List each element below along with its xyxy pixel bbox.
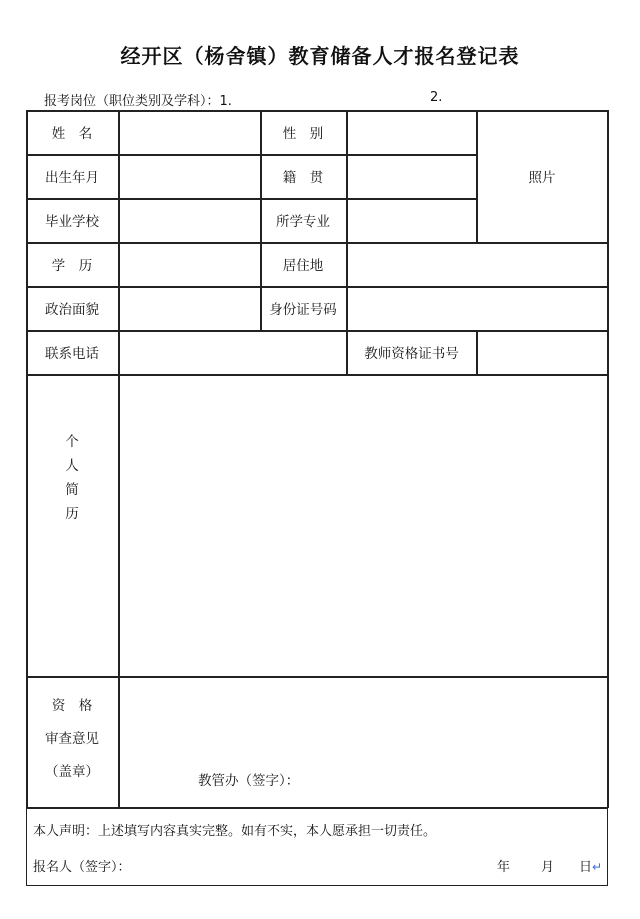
label-origin: 籍 贯 xyxy=(282,170,324,186)
label-id-number: 身份证号码 xyxy=(269,302,337,318)
declaration-text: 本人声明：上述填写内容真实完整。如有不实，本人愿承担一切责任。 xyxy=(33,824,437,839)
return-arrow-icon: ↵ xyxy=(592,860,603,874)
position-line-label: 报考岗位（职位类别及学科）：1. xyxy=(44,94,232,109)
declaration-block xyxy=(26,808,608,886)
teacher-cert-field[interactable] xyxy=(477,330,607,374)
education-field[interactable] xyxy=(119,242,260,286)
date-year-label: 年 xyxy=(497,860,511,875)
applicant-signature-label: 报名人（签字）： xyxy=(33,860,131,875)
gender-field[interactable] xyxy=(347,110,476,154)
school-field[interactable] xyxy=(119,198,260,242)
political-field[interactable] xyxy=(119,286,260,330)
resume-label xyxy=(26,430,118,530)
resume-field[interactable] xyxy=(119,375,607,676)
review-label-line1: 资 格 xyxy=(51,698,93,714)
label-major: 所学专业 xyxy=(276,214,330,230)
origin-field[interactable] xyxy=(347,154,476,198)
position-line-second: 2. xyxy=(430,90,443,105)
resume-label-char: 历 xyxy=(65,506,79,522)
resume-label-char: 简 xyxy=(65,482,79,498)
registration-table xyxy=(26,110,608,808)
label-birth: 出生年月 xyxy=(45,170,99,186)
label-education: 学 历 xyxy=(51,258,93,274)
label-political: 政治面貌 xyxy=(45,302,99,318)
review-label-line2: 审查意见 xyxy=(45,731,99,747)
residence-field[interactable] xyxy=(347,242,607,286)
date-month-label: 月 xyxy=(541,860,555,875)
photo-box[interactable]: 照片 xyxy=(528,170,556,186)
date-day-text: 日 xyxy=(579,860,593,875)
id-number-field[interactable] xyxy=(347,286,607,330)
resume-label-char: 人 xyxy=(65,458,79,474)
label-residence: 居住地 xyxy=(282,258,324,274)
label-gender: 性 别 xyxy=(282,126,324,142)
review-label-line3: （盖章） xyxy=(45,764,99,780)
label-phone: 联系电话 xyxy=(45,346,99,362)
form-title: 经开区（杨舍镇）教育储备人才报名登记表 xyxy=(120,44,520,68)
major-field[interactable] xyxy=(347,198,476,242)
review-signature-label: 教管办（签字）： xyxy=(198,773,300,789)
resume-label-char: 个 xyxy=(65,434,79,450)
birth-field[interactable] xyxy=(119,154,260,198)
phone-field[interactable] xyxy=(119,330,346,374)
label-school: 毕业学校 xyxy=(45,214,99,230)
review-label xyxy=(26,690,118,800)
label-teacher-cert: 教师资格证书号 xyxy=(364,346,459,362)
name-field[interactable] xyxy=(119,110,260,154)
date-day-label xyxy=(579,856,602,875)
review-field[interactable] xyxy=(119,677,607,807)
label-name: 姓 名 xyxy=(51,126,93,142)
